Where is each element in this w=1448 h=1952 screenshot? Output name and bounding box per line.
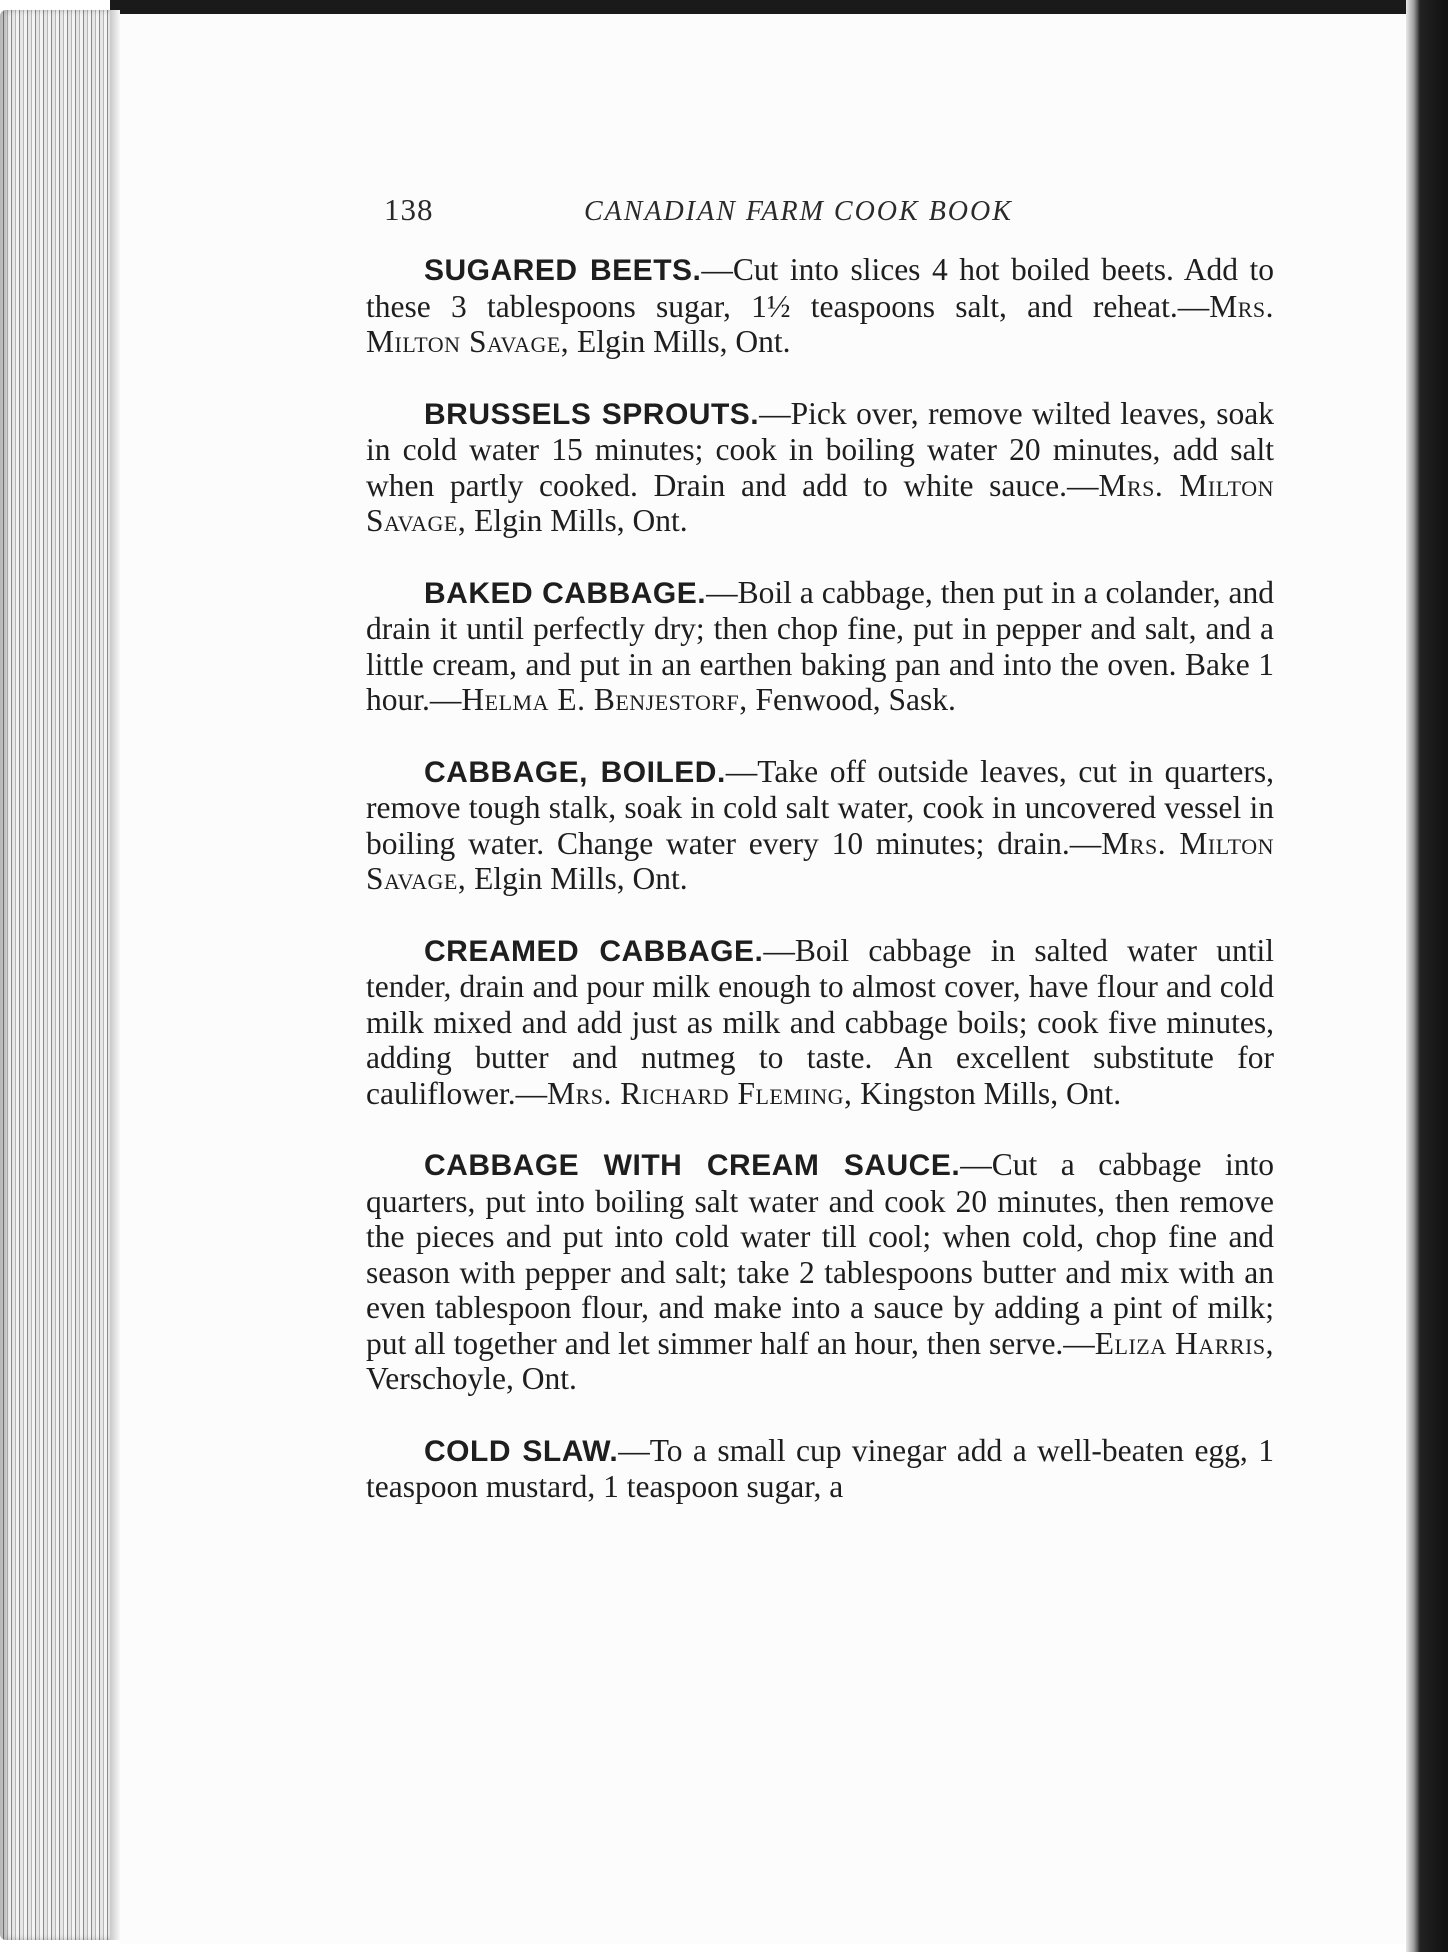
recipe-contributor: Eliza Harris, [1094,1325,1274,1361]
recipe-contributor: Mrs. Richard Fleming, [547,1075,853,1111]
recipe-location: Kingston Mills, Ont. [852,1075,1122,1111]
recipe-text: —Cut a cabbage into quarters, put into boiling salt water and cook 20 minutes, then remove the pieces and put into cold water till cool; when cold, chop fine and season with pepper and salt; take 2 tablespoons butter and mix with an even tablespoon flour, and make into a sauce by adding a pint of milk; put all together and let simmer half an hour, then serve.— [366,1147,1274,1361]
recipe-text: —Cut into slices 4 hot boiled beets. Add to these 3 tablespoons sugar, 1½ teaspoons salt, and reheat.— [366,252,1274,324]
recipe-location: Elgin Mills, Ont. [569,324,791,359]
recipe-location: Elgin Mills, Ont. [466,861,688,896]
recipe-text: —Pick over, remove wilted leaves, soak in cold water 15 minutes; cook in boiling water 20 minutes, add salt when partly cooked. Drain and add to white sauce.— [366,395,1274,503]
recipe-title: BAKED CABBAGE. [424,576,707,610]
recipe-contributor: Mrs. Milton Savage, [366,288,1274,359]
page-gutter [110,10,120,1940]
recipe-cabbage-boiled [366,754,1274,897]
recipe-cold-slaw [366,1433,1274,1505]
recipe-title: BRUSSELS SPROUTS. [424,397,760,431]
recipe-brussels-sprouts [366,396,1274,539]
recipe-title: CABBAGE, BOILED. [424,755,726,789]
recipe-contributor: Mrs. Milton Savage, [366,825,1274,896]
recipe-baked-cabbage [366,575,1274,718]
recipe-text: —Boil a cabbage, then put in a colander, and drain it until perfectly dry; then chop fine, put in pepper and salt, and a little cream, and put in an earthen baking pan and into the oven. Bake 1 hour.— [366,574,1274,717]
recipe-creamed-cabbage [366,933,1274,1112]
page-number: 138 [384,192,434,227]
book-spine-shadow [1406,0,1448,1952]
recipe-title: COLD SLAW. [424,1434,619,1468]
book-title: CANADIAN FARM COOK BOOK [584,196,1013,227]
recipe-sugared-beets [366,252,1274,360]
recipe-title: SUGARED BEETS. [424,254,702,287]
recipe-contributor: Helma E. Benjestorf, [461,682,748,717]
recipe-text: —To a small cup vinegar add a well-beaten egg, 1 teaspoon mustard, 1 teaspoon sugar, a [366,1432,1274,1504]
recipe-list [366,252,1274,1541]
recipe-contributor: Mrs. Milton Savage, [366,467,1274,538]
recipe-text: —Take off outside leaves, cut in quarters, remove tough stalk, soak in cold salt water, cook in uncovered vessel in boiling water. Change water every 10 minutes; drain.— [366,753,1274,861]
recipe-text: —Boil cabbage in salted water until tender, drain and pour milk enough to almost cover, have flour and cold milk mixed and add just as milk and cabbage boils; cook five minutes, adding butter and nutmeg to taste. An excellent substitute for cauliflower.— [366,932,1274,1111]
recipe-title: CABBAGE WITH CREAM SAUCE. [424,1149,961,1182]
stacked-page-edges [0,10,118,1940]
recipe-location: Fenwood, Sask. [747,682,956,717]
scan-top-border [110,0,1410,14]
recipe-location: Verschoyle, Ont. [366,1361,577,1396]
recipe-location: Elgin Mills, Ont. [466,503,688,538]
running-head [384,192,1084,244]
recipe-title: CREAMED CABBAGE. [424,934,764,968]
recipe-cabbage-with-cream-sauce [366,1147,1274,1397]
